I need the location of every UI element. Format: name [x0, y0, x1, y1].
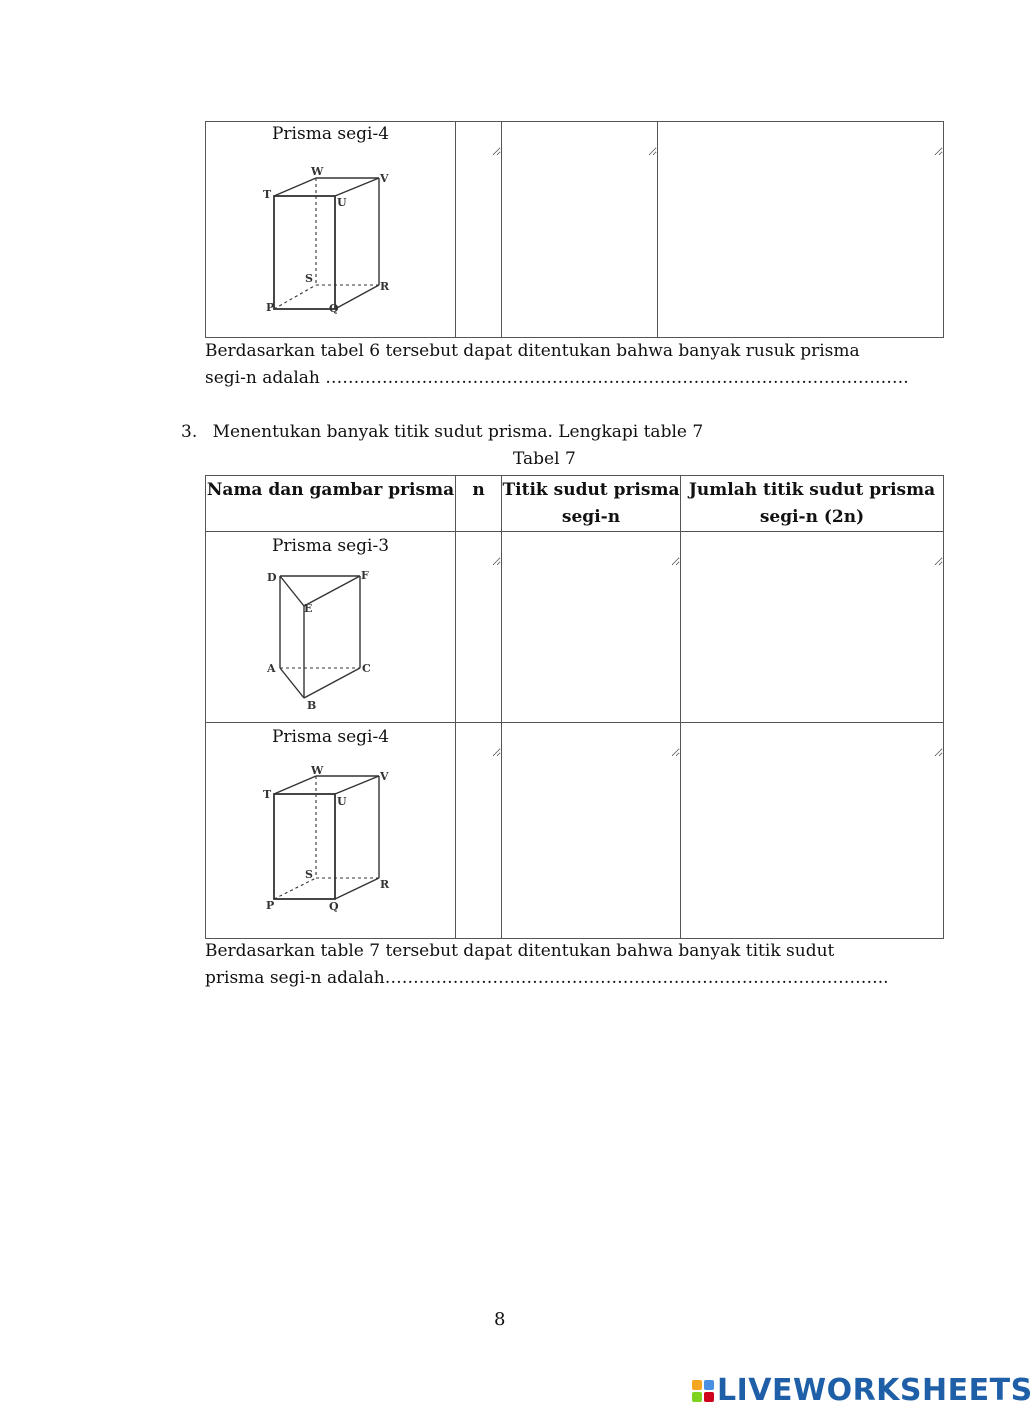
label-d: D — [267, 571, 277, 584]
square-prism-drawing-top — [258, 162, 398, 317]
label-u: U — [337, 795, 347, 808]
label-u: U — [337, 196, 347, 209]
label-c: C — [362, 662, 371, 675]
question-text: Menentukan banyak titik sudut prisma. Lengkapi table 7 — [212, 422, 704, 442]
label-p: P — [266, 899, 275, 912]
prism-name: Prisma segi-3 — [271, 536, 390, 556]
question-3 — [181, 419, 941, 446]
label-w: W — [311, 165, 324, 178]
liveworksheets-logo-text: LIVEWORKSHEETS — [717, 1373, 1033, 1408]
vertices-answer-cell[interactable] — [502, 532, 681, 723]
header-n: n — [456, 476, 502, 532]
vertices-input[interactable] — [502, 532, 680, 566]
edge-count-input[interactable] — [658, 122, 943, 156]
n-input[interactable] — [456, 723, 501, 757]
header-name: Nama dan gambar prisma — [206, 476, 456, 532]
liveworksheets-logo-icon — [692, 1380, 714, 1402]
label-v: V — [380, 770, 389, 783]
header-vertices-line-1: Titik sudut prisma — [502, 480, 680, 500]
table-header-row — [206, 476, 944, 532]
label-b: B — [307, 699, 317, 712]
label-p: P — [266, 301, 275, 314]
edges-input[interactable] — [502, 122, 657, 156]
conclusion-6-line-2: segi-n adalah …………………………………………………………………………………………. — [205, 368, 909, 388]
header-vertices — [502, 476, 681, 532]
n-input[interactable] — [456, 122, 501, 156]
prism-name: Prisma segi-4 — [271, 124, 390, 144]
conclusion-7 — [205, 938, 925, 992]
vertex-count-input[interactable] — [681, 723, 943, 757]
page-number: 8 — [494, 1309, 506, 1330]
header-count-line-1: Jumlah titik sudut prisma — [688, 480, 936, 500]
n-answer-cell[interactable] — [456, 122, 502, 338]
prism-name: Prisma segi-4 — [271, 727, 390, 747]
edges-answer-cell[interactable] — [502, 122, 658, 338]
label-r: R — [380, 878, 390, 891]
header-count-line-2: segi-n (2n) — [759, 507, 865, 527]
label-w: W — [311, 764, 324, 777]
header-count — [681, 476, 944, 532]
label-s: S — [305, 868, 313, 881]
label-v: V — [380, 172, 389, 185]
n-answer-cell[interactable] — [456, 532, 502, 723]
conclusion-7-line-1: Berdasarkan table 7 tersebut dapat ditentukan bahwa banyak titik sudut — [205, 941, 835, 961]
vertices-input[interactable] — [502, 723, 680, 757]
n-answer-cell[interactable] — [456, 723, 502, 939]
label-f: F — [361, 569, 369, 582]
label-t: T — [263, 788, 272, 801]
n-input[interactable] — [456, 532, 501, 566]
vertex-count-input[interactable] — [681, 532, 943, 566]
vertex-count-answer-cell[interactable] — [681, 723, 944, 939]
label-q: Q — [329, 900, 339, 913]
label-r: R — [380, 280, 390, 293]
liveworksheets-logo[interactable] — [692, 1374, 1033, 1408]
table-7-caption: Tabel 7 — [513, 449, 576, 469]
conclusion-6-line-1: Berdasarkan tabel 6 tersebut dapat ditentukan bahwa banyak rusuk prisma — [205, 341, 860, 361]
label-t: T — [263, 188, 272, 201]
header-vertices-line-2: segi-n — [561, 507, 621, 527]
conclusion-6 — [205, 338, 925, 392]
label-q: Q — [329, 302, 339, 315]
triangular-prism-drawing — [262, 566, 382, 714]
label-e: E — [304, 602, 313, 615]
square-prism-drawing-bottom — [258, 760, 398, 915]
question-number: 3. — [181, 422, 198, 442]
label-a: A — [267, 662, 276, 675]
edge-count-answer-cell[interactable] — [658, 122, 944, 338]
vertices-answer-cell[interactable] — [502, 723, 681, 939]
vertex-count-answer-cell[interactable] — [681, 532, 944, 723]
conclusion-7-line-2: prisma segi-n adalah…………………………………………………………………………….. — [205, 968, 889, 988]
label-s: S — [305, 272, 313, 285]
